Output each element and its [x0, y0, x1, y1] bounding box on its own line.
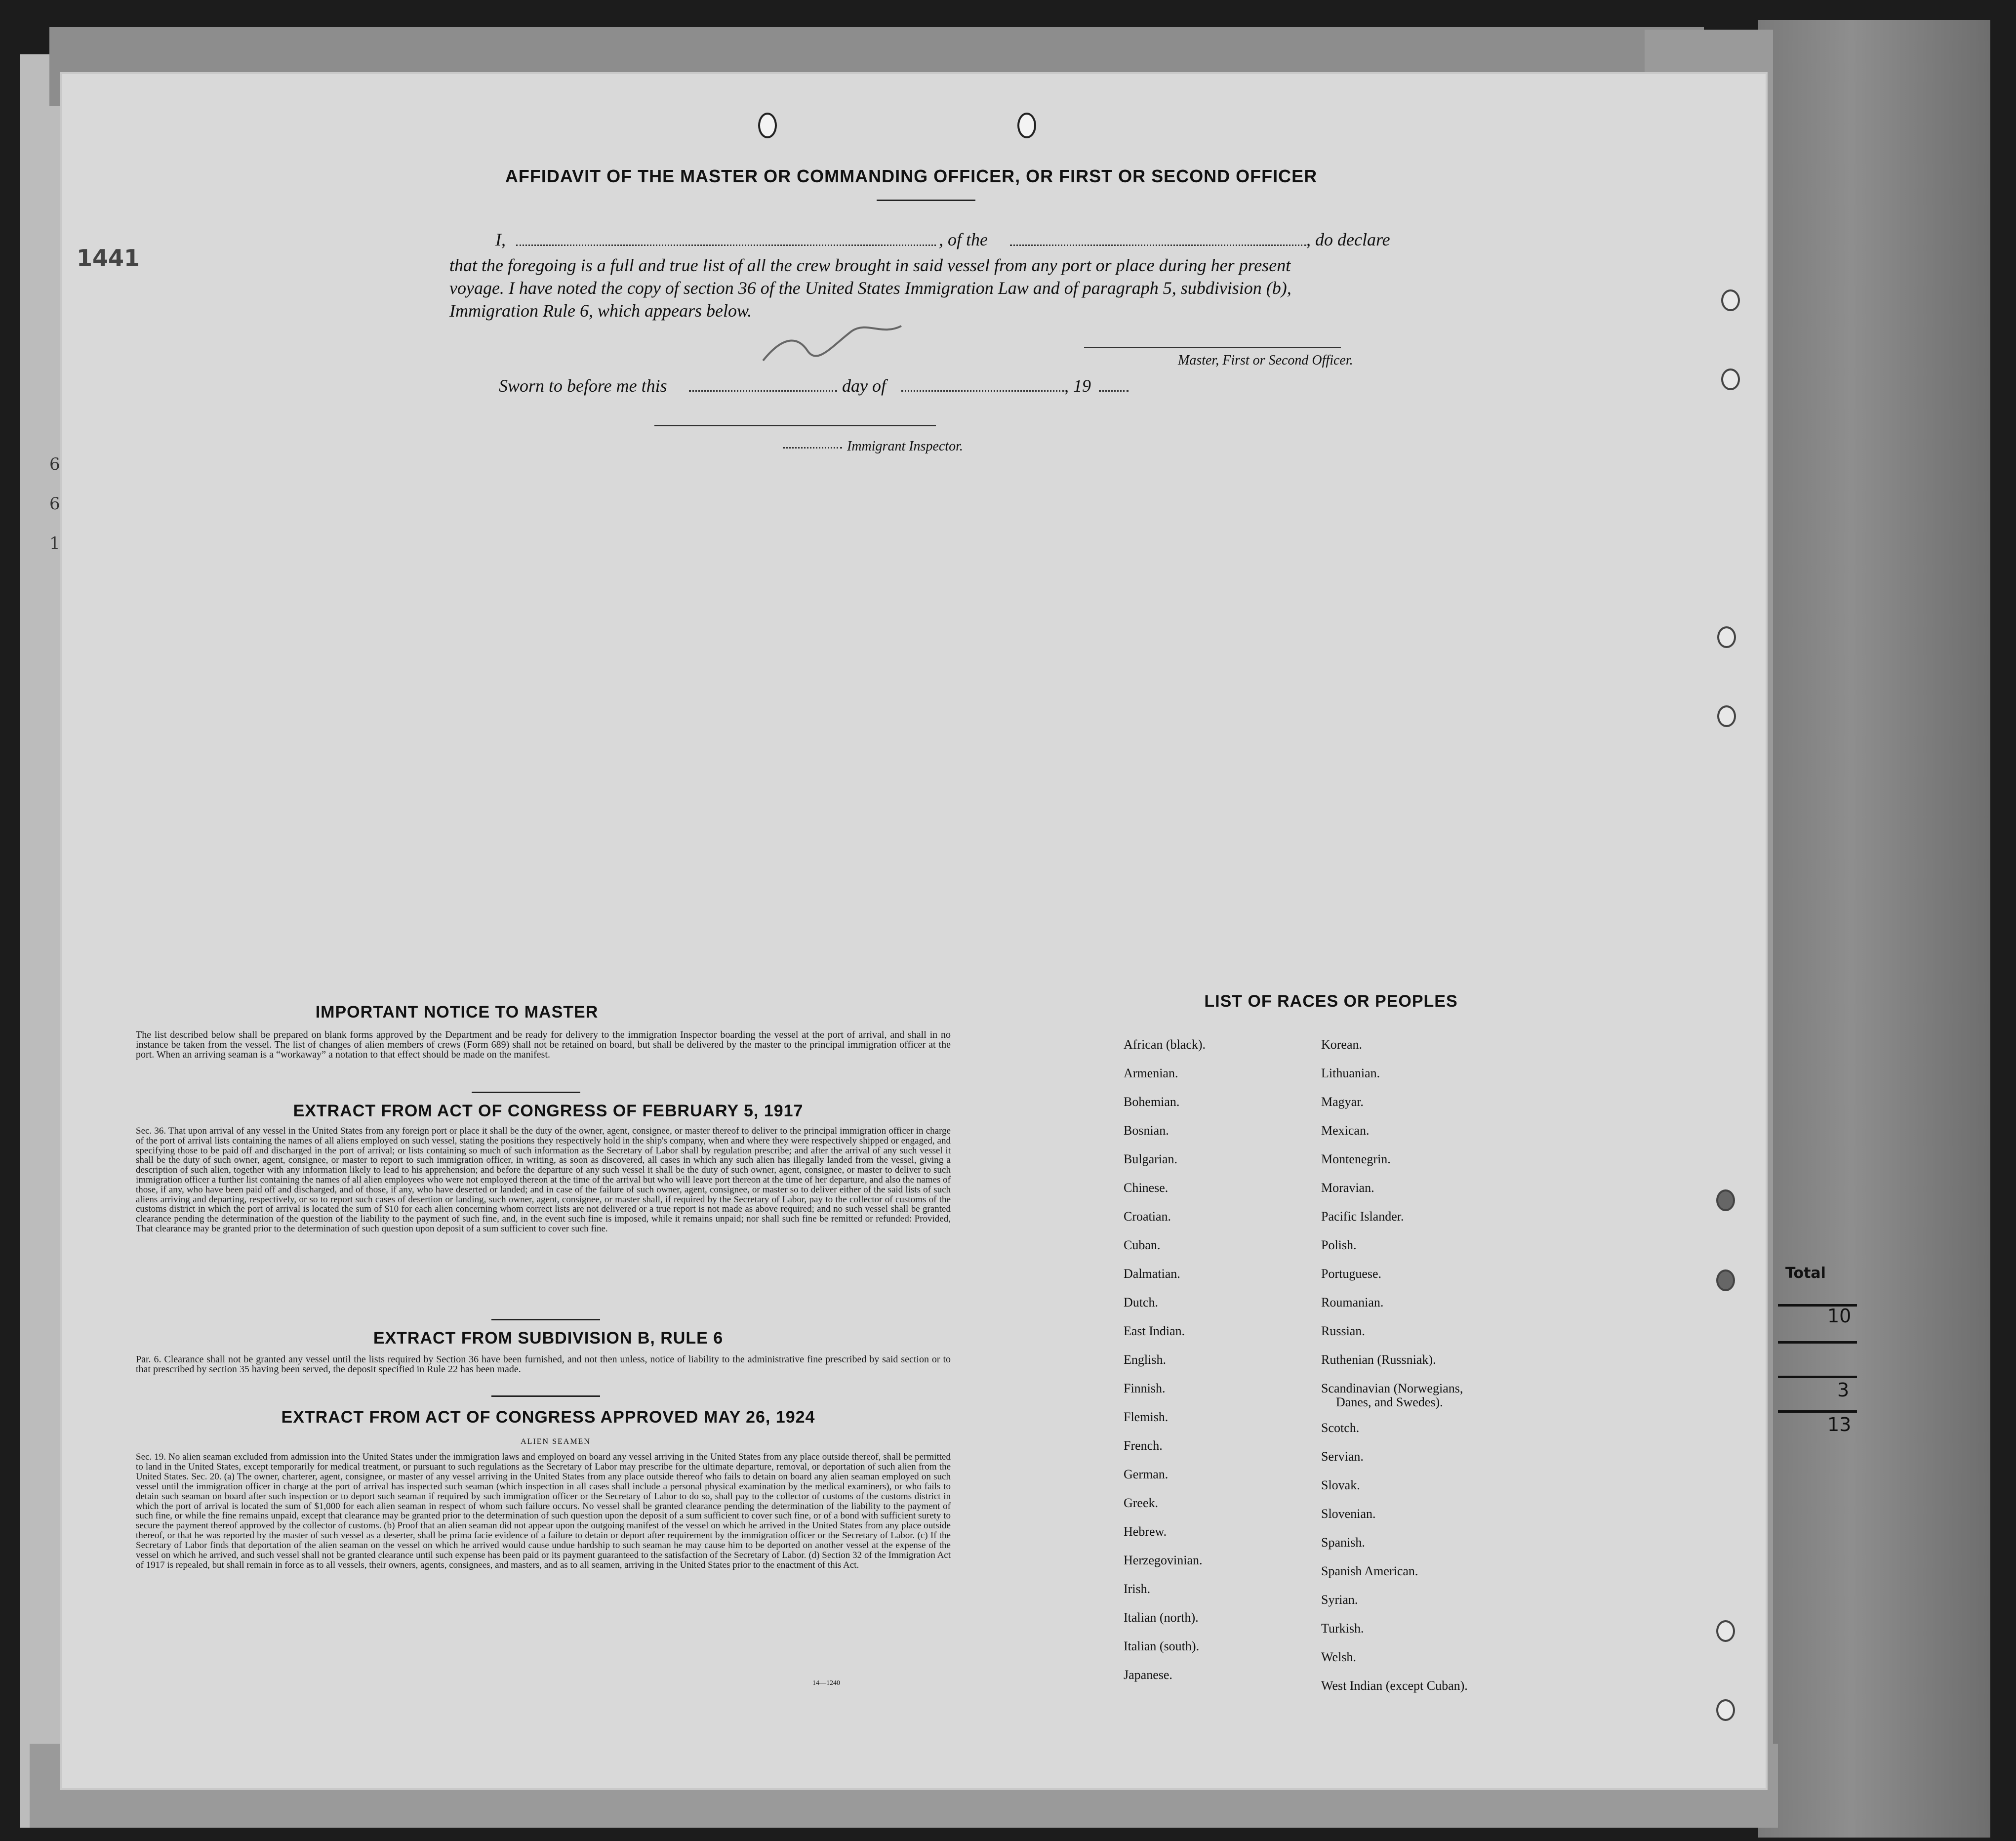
binder-ring-icon — [1716, 1189, 1735, 1211]
race-item: German. — [1124, 1467, 1169, 1481]
race-item: Pacific Islander. — [1321, 1209, 1404, 1224]
margin-digit: 6 — [49, 494, 60, 514]
race-item: Turkish. — [1321, 1621, 1364, 1636]
race-item: French. — [1124, 1438, 1163, 1453]
race-item: Magyar. — [1321, 1095, 1364, 1109]
race-item: Irish. — [1124, 1582, 1151, 1596]
underlying-sheet-right — [1758, 20, 1990, 1838]
sworn-day-of: day of — [842, 376, 886, 396]
margin-digit: 6 — [49, 454, 60, 474]
inspector-signature-line — [654, 425, 936, 426]
binder-ring-icon — [1721, 368, 1740, 390]
race-item: Dutch. — [1124, 1295, 1159, 1309]
punch-hole-icon — [758, 113, 777, 138]
total-header: Total — [1785, 1265, 1826, 1282]
race-item: Moravian. — [1321, 1181, 1374, 1195]
race-item: Greek. — [1124, 1496, 1159, 1510]
binder-ring-icon — [1716, 1620, 1735, 1642]
race-item: Scotch. — [1321, 1421, 1360, 1435]
race-item: Polish. — [1321, 1238, 1357, 1252]
inspector-prefix-line — [783, 447, 842, 449]
extract-1924-title: EXTRACT FROM ACT OF CONGRESS APPROVED MAY 26, 1924 — [281, 1408, 815, 1427]
name-blank — [516, 245, 936, 246]
race-item: Portuguese. — [1321, 1267, 1382, 1281]
extract-1917-text: Sec. 36. That upon arrival of any vessel in the United States from any foreign port or place it shall be the duty of the owner, agent, consignee, or master thereof to deliver to the principal immigration officer in charge of the port of arrival lists containing the names of all aliens employed on such vessel, stating the positions they respectively hold in the ship's company, when and where they were respectively shipped or engaged, and specifying those to be paid off and discharged in the port of arrival; or lists containing so much of such information as the Secretary of Labor shall by regulation prescribe; and after the arrival of any such vessel it shall be the duty of such owner, agent, consignee, or master to report to such immigration officer, in writing, as soon as discovered, all cases in which any such alien has illegally landed from the vessel, giving a description of such alien, together with any information likely to lead to his apprehension; and before the departure of any such vessel it shall be the duty of such owner, agent, consignee, or master to deliver to such immigration officer a further list containing the names of all alien employees who were not employed thereon at the time of the arrival but who will leave port thereon at the time of her departure, and also the names of those, if any, who have been paid off and discharged, and of those, if any, who have deserted or landed; and in case of the failure of such owner, agent, consignee, or master so to deliver either of the said lists of such aliens arriving and departing, respectively, or so to report such cases of desertion or landing, such owner, agent, consignee, or master shall, if required by the Secretary of Labor, pay to the collector of customs of the customs district in which the port of arrival is located the sum of $10 for each alien concerning whom correct lists are not delivered or a true report is not made as above required; and no such vessel shall be granted clearance pending the determination of the question of the liability to the payment of such fine, and, in the event such fine is imposed, while it remains unpaid; nor shall such fine be remitted or refunded: Provided, That clearance may be granted prior to the determination of such question upon deposit of a sum sufficient to cover such fine. — [136, 1126, 951, 1234]
tally-value: 3 — [1837, 1379, 1850, 1401]
declare-end: , do declare — [1306, 230, 1390, 249]
signature-flourish-icon — [753, 316, 911, 370]
race-item: Roumanian. — [1321, 1295, 1384, 1309]
notice-text: The list described below shall be prepared on blank forms approved by the Department and be ready for delivery to the immigration Inspector boarding the vessel at the port of arrival, and shall in no instance be taken from the vessel. The list of changes of alien members of crews (Form 689) shall not be retained on board, but shall be delivered by the master to the principal immigration officer at the port. When an arriving seaman is a “workaway” a notation to that effect should be made on the manifest. — [136, 1029, 951, 1060]
race-item: Mexican. — [1321, 1123, 1370, 1138]
binder-ring-icon — [1716, 1699, 1735, 1721]
race-item: Finnish. — [1124, 1381, 1166, 1395]
race-item: Italian (north). — [1124, 1610, 1199, 1625]
race-item: Bosnian. — [1124, 1123, 1169, 1138]
declare-of-the: , of the — [939, 230, 988, 249]
race-item: Dalmatian. — [1124, 1267, 1180, 1281]
affidavit-title: AFFIDAVIT OF THE MASTER OR COMMANDING OFFICER, OR FIRST OR SECOND OFFICER — [505, 166, 1318, 186]
race-item: Italian (south). — [1124, 1639, 1200, 1653]
race-item: Chinese. — [1124, 1181, 1169, 1195]
title-rule — [877, 200, 975, 201]
race-item: Ruthenian (Russniak). — [1321, 1352, 1436, 1367]
race-item: West Indian (except Cuban). — [1321, 1678, 1468, 1693]
race-item: English. — [1124, 1352, 1166, 1367]
rule6-title: EXTRACT FROM SUBDIVISION B, RULE 6 — [373, 1329, 724, 1348]
form-sheet — [62, 74, 1766, 1788]
master-signature-line — [1084, 347, 1341, 348]
extract-1924-text: Sec. 19. No alien seaman excluded from admission into the United States under the immigration laws and employed on board any vessel arriving in the United States from any place outside thereof, shall be permitted to land in the United States, except temporarily for medical treatment, or pursuant to such regulations as the Secretary of Labor may prescribe for the ultimate departure, removal, or deportation of such alien from the United States. Sec. 20. (a) The owner, charterer, agent, consignee, or master of any vessel arriving in the United States from any place outside thereof who fails to detain on board any alien seaman employed on such vessel until the immigration officer in charge at the port of arrival has inspected such seaman (which inspection in all cases shall include a personal physical examination by the medical examiners), or who fails to detain such seaman on board after such inspection or to deport such seaman if required by such immigration officer or the Secretary of Labor to do so, shall pay to the collector of customs of the customs district in which the port of arrival is located the sum of $1,000 for each alien seaman in respect of whom such failure occurs. No vessel shall be granted clearance pending the determination of the liability to the payment of such fine, or while the fine remains unpaid, except that clearance may be granted prior to the determination of such question upon the deposit of a sum sufficient to cover such fine, or of a bond with sufficient surety to secure the payment thereof approved by the collector of customs. (b) Proof that an alien seaman did not appear upon the outgoing manifest of the vessel on which he arrived in the United States from any place outside thereof, or that he was reported by the master of such vessel as a deserter, shall be prima facie evidence of a failure to detain or deport after requirement by the immigration officer or the Secretary of Labor. (c) If the Secretary of Labor finds that deportation of the alien seaman on the vessel on which he arrived would cause undue hardship to such seaman he may cause him to be deported on another vessel at the expense of the vessel on which he arrived, and such vessel shall not be granted clearance until such expense has been paid or its payment guaranteed to the satisfaction of the Secretary of Labor. (d) Section 32 of the Immigration Act of 1917 is repealed, but shall remain in force as to all vessels, their owners, agents, consignees, and masters, and as to all seamen, arriving in the United States prior to the enactment of this Act. — [136, 1452, 951, 1570]
divider — [472, 1092, 580, 1093]
race-item: Korean. — [1321, 1037, 1363, 1052]
race-item: Danes, and Swedes). — [1336, 1395, 1443, 1409]
race-item: African (black). — [1124, 1037, 1206, 1052]
tally-value: 10 — [1827, 1305, 1852, 1327]
sworn-year: , 19 — [1064, 376, 1091, 396]
race-item: Welsh. — [1321, 1650, 1356, 1664]
race-item: East Indian. — [1124, 1324, 1185, 1338]
sworn-month-blank — [901, 390, 1064, 392]
binder-ring-icon — [1716, 1269, 1735, 1291]
tally-value: 13 — [1827, 1414, 1852, 1435]
affidavit-line-4: Immigration Rule 6, which appears below. — [449, 301, 752, 321]
master-signature-label: Master, First or Second Officer. — [1178, 353, 1353, 368]
divider — [491, 1319, 600, 1320]
race-item: Russian. — [1321, 1324, 1365, 1338]
binder-ring-icon — [1721, 289, 1740, 311]
race-item: Slovak. — [1321, 1478, 1360, 1492]
form-number: 14—1240 — [812, 1679, 840, 1687]
extract-1924-subtitle: ALIEN SEAMEN — [521, 1437, 591, 1446]
race-item: Spanish American. — [1321, 1564, 1418, 1578]
race-item: Montenegrin. — [1321, 1152, 1391, 1166]
handwritten-page-number: 1441 — [77, 245, 140, 271]
sworn-year-blank — [1099, 390, 1129, 392]
race-item: Bohemian. — [1124, 1095, 1180, 1109]
inspector-label: Immigrant Inspector. — [847, 439, 963, 454]
races-title: LIST OF RACES OR PEOPLES — [1204, 992, 1458, 1011]
race-item: Syrian. — [1321, 1593, 1358, 1607]
race-item: Cuban. — [1124, 1238, 1161, 1252]
race-item: Lithuanian. — [1321, 1066, 1380, 1080]
race-item: Scandinavian (Norwegians, — [1321, 1381, 1463, 1395]
race-item: Bulgarian. — [1124, 1152, 1178, 1166]
sworn-day-blank — [689, 390, 837, 392]
declare-i: I, — [495, 230, 506, 249]
race-item: Slovenian. — [1321, 1507, 1376, 1521]
divider — [491, 1395, 600, 1397]
punch-hole-icon — [1017, 113, 1036, 138]
race-item: Herzegovinian. — [1124, 1553, 1203, 1567]
race-item: Flemish. — [1124, 1410, 1169, 1424]
race-item: Armenian. — [1124, 1066, 1178, 1080]
extract-1917-title: EXTRACT FROM ACT OF CONGRESS OF FEBRUARY 5, 1917 — [293, 1102, 804, 1120]
binder-ring-icon — [1717, 705, 1736, 727]
race-item: Japanese. — [1124, 1668, 1172, 1682]
affidavit-line-3: voyage. I have noted the copy of section 36 of the United States Immigration Law and of paragraph 5, subdivision (b), — [449, 278, 1291, 298]
vessel-blank — [1010, 245, 1306, 246]
race-item: Hebrew. — [1124, 1524, 1167, 1539]
race-item: Spanish. — [1321, 1535, 1365, 1550]
sworn-prefix: Sworn to before me this — [499, 376, 667, 396]
race-item: Croatian. — [1124, 1209, 1171, 1224]
race-item: Servian. — [1321, 1449, 1364, 1464]
notice-title: IMPORTANT NOTICE TO MASTER — [315, 1003, 599, 1022]
binder-ring-icon — [1717, 626, 1736, 648]
rule6-text: Par. 6. Clearance shall not be granted any vessel until the lists required by Section 36 have been furnished, and not then unless, notice of liability to the administrative fine prescribed by said section or to that prescribed by section 35 having been served, the deposit specified in Rule 22 has been made. — [136, 1354, 951, 1375]
margin-digit: 1 — [49, 533, 60, 553]
affidavit-line-2: that the foregoing is a full and true list of all the crew brought in said vessel from any port or place during her present — [449, 255, 1291, 275]
